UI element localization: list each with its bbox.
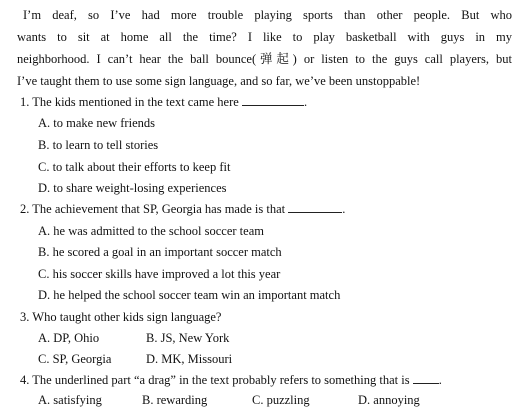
option-c[interactable]: C. SP, Georgia — [38, 352, 112, 366]
question-period: . — [342, 202, 346, 216]
option-row — [38, 348, 232, 370]
passage-line: I’m deaf, so I’ve had more trouble playing sports than other people. But who — [23, 8, 512, 22]
question-stem — [20, 91, 307, 113]
passage-line: I’ve taught them to use some sign language, and so far, we’ve been unstoppable! — [17, 74, 421, 88]
option-c[interactable]: C. puzzling — [252, 393, 310, 407]
option-d[interactable]: D. to share weight-losing experiences — [38, 181, 227, 195]
question-period: . — [438, 373, 442, 387]
question-text: 4. The underlined part “a drag” in the text probably refers to something that is — [20, 373, 410, 387]
option-row — [38, 389, 420, 411]
question-stem — [20, 369, 442, 391]
question-stem — [20, 198, 345, 220]
option-a[interactable]: A. satisfying — [38, 393, 102, 407]
option-b[interactable]: B. he scored a goal in an important soccer match — [38, 245, 282, 259]
option-b[interactable]: B. JS, New York — [146, 331, 230, 345]
answer-blank[interactable] — [242, 105, 304, 106]
option-b[interactable]: B. to learn to tell stories — [38, 138, 159, 152]
question-text: 2. The achievement that SP, Georgia has made is that — [20, 202, 286, 216]
passage-line: neighborhood. I can’t hear the ball bounce(弹起) or listen to the guys call players, but — [17, 52, 512, 66]
option-a[interactable]: A. DP, Ohio — [38, 331, 100, 345]
option-d[interactable]: D. he helped the school soccer team win an important match — [38, 288, 341, 302]
option-a[interactable]: A. to make new friends — [38, 116, 155, 130]
option-row — [38, 327, 229, 349]
question-stem: 3. Who taught other kids sign language? — [20, 310, 222, 324]
option-a[interactable]: A. he was admitted to the school soccer team — [38, 224, 264, 238]
option-c[interactable]: C. to talk about their efforts to keep fit — [38, 160, 231, 174]
option-d[interactable]: D. annoying — [358, 393, 420, 407]
option-d[interactable]: D. MK, Missouri — [146, 352, 233, 366]
option-b[interactable]: B. rewarding — [142, 393, 208, 407]
passage-line: wants to sit at home all the time? I like to play basketball with guys in my — [17, 30, 512, 44]
question-text: 1. The kids mentioned in the text came here — [20, 95, 239, 109]
option-c[interactable]: C. his soccer skills have improved a lot this year — [38, 267, 281, 281]
answer-blank[interactable] — [413, 383, 439, 384]
question-period: . — [303, 95, 308, 109]
answer-blank[interactable] — [288, 212, 342, 213]
